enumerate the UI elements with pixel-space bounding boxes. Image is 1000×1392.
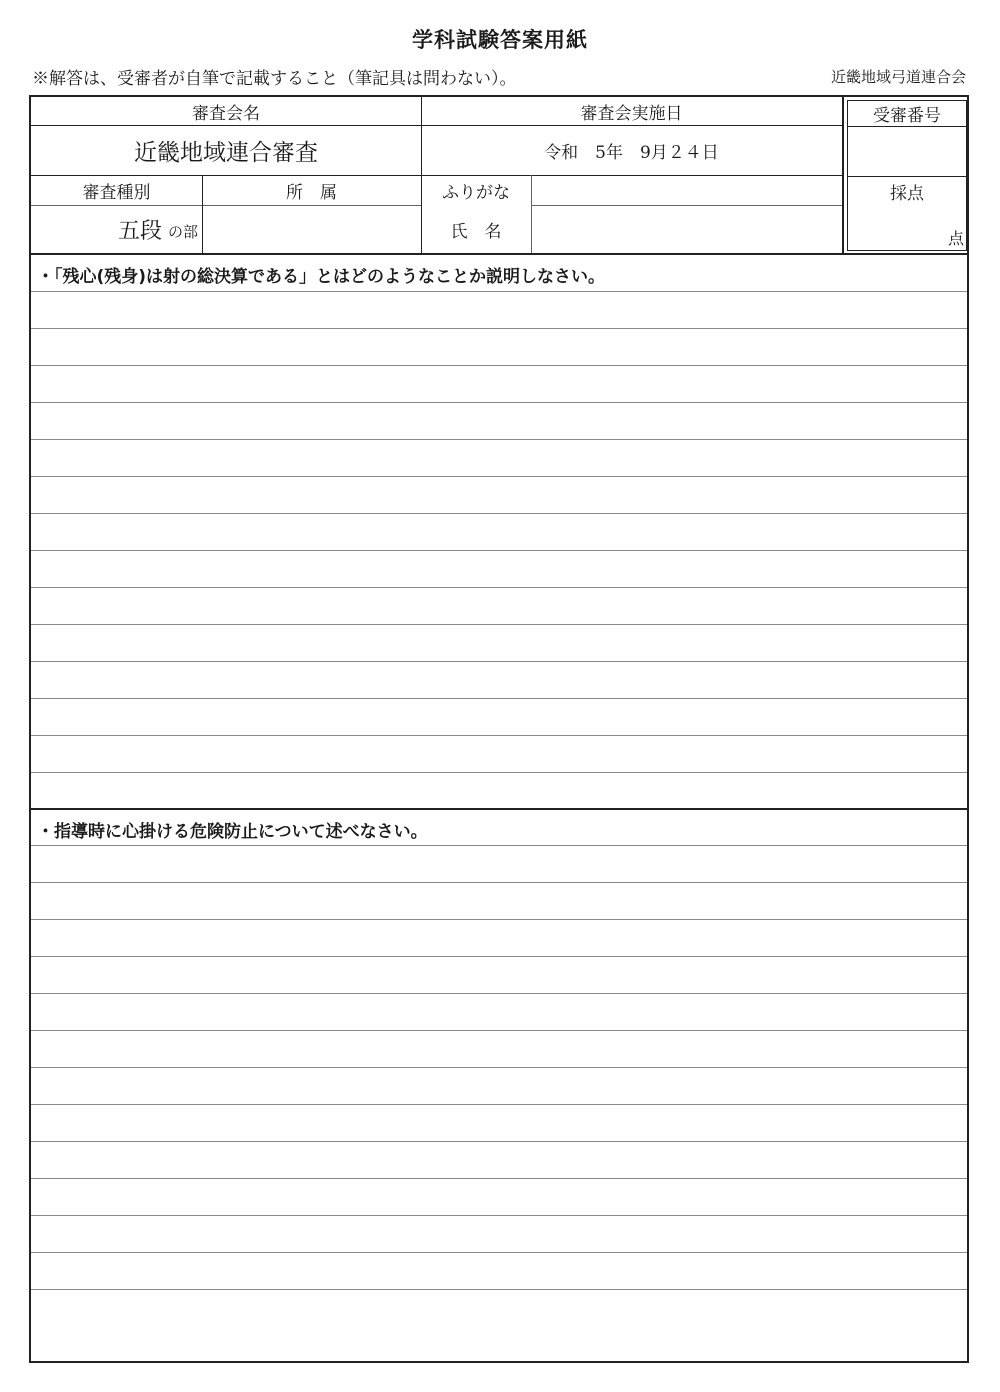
score-unit: 点 xyxy=(947,229,964,248)
form-title: 学科試験答案用紙 xyxy=(412,28,588,52)
exam-type-suffix: の部 xyxy=(167,222,198,241)
answer-line xyxy=(31,550,967,551)
answer-line xyxy=(31,735,967,736)
answer-line xyxy=(31,1215,967,1216)
answer-line xyxy=(31,661,967,662)
furigana-field[interactable] xyxy=(531,175,842,205)
exam-name-label: 審査会名 xyxy=(192,103,260,124)
number-score-box xyxy=(842,97,969,253)
number-score-inner xyxy=(847,100,967,251)
answer-line xyxy=(31,476,967,477)
answer-line xyxy=(31,402,967,403)
answer-line xyxy=(31,291,967,292)
exam-type-label: 審査種別 xyxy=(82,182,151,203)
answer-line xyxy=(31,993,967,994)
exam-date-label: 審査会実施日 xyxy=(580,103,683,124)
score-label: 採点 xyxy=(890,183,924,204)
answer-line xyxy=(31,1141,967,1142)
name-label: 氏 名 xyxy=(450,221,502,242)
answer-line xyxy=(31,1030,967,1031)
name-field[interactable] xyxy=(531,205,842,253)
answer-line xyxy=(31,587,967,588)
affiliation-label: 所 属 xyxy=(286,182,337,203)
answer-line xyxy=(31,365,967,366)
affiliation-field[interactable] xyxy=(202,205,421,253)
answer-line xyxy=(31,1104,967,1105)
organization-name: 近畿地域弓道連合会 xyxy=(830,68,966,86)
answer-line xyxy=(31,1178,967,1179)
answer-line xyxy=(31,698,967,699)
exam-type-value: 五段 xyxy=(117,218,162,244)
answer-line xyxy=(31,328,967,329)
answer-line xyxy=(31,1252,967,1253)
section-divider xyxy=(31,808,967,810)
answer-line xyxy=(31,439,967,440)
exam-number-label: 受審番号 xyxy=(873,106,941,126)
answer-line xyxy=(31,513,967,514)
furigana-label: ふりがな xyxy=(442,182,510,203)
answer-area xyxy=(29,254,969,1363)
question-2: ・指導時に心掛ける危険防止について述べなさい。 xyxy=(37,822,428,842)
answer-line xyxy=(31,624,967,625)
answer-line xyxy=(31,882,967,883)
answer-line xyxy=(31,845,967,846)
answer-line xyxy=(31,1289,967,1290)
answer-line xyxy=(31,1067,967,1068)
exam-number-field[interactable] xyxy=(848,126,966,176)
exam-header-table xyxy=(29,95,969,255)
exam-type-value-cell xyxy=(31,205,202,253)
exam-name-value: 近畿地域連合審査 xyxy=(134,139,318,166)
answer-line xyxy=(31,956,967,957)
instructions-note: ※解答は、受審者が自筆で記載すること（筆記具は問わない）。 xyxy=(32,69,517,89)
answer-line xyxy=(31,919,967,920)
question-1: ・「残心(残身)は射の総決算である」とはどのようなことか説明しなさい。 xyxy=(37,267,606,287)
answer-line xyxy=(31,772,967,773)
exam-date-value: 令和 5年 9月２４日 xyxy=(544,142,719,163)
